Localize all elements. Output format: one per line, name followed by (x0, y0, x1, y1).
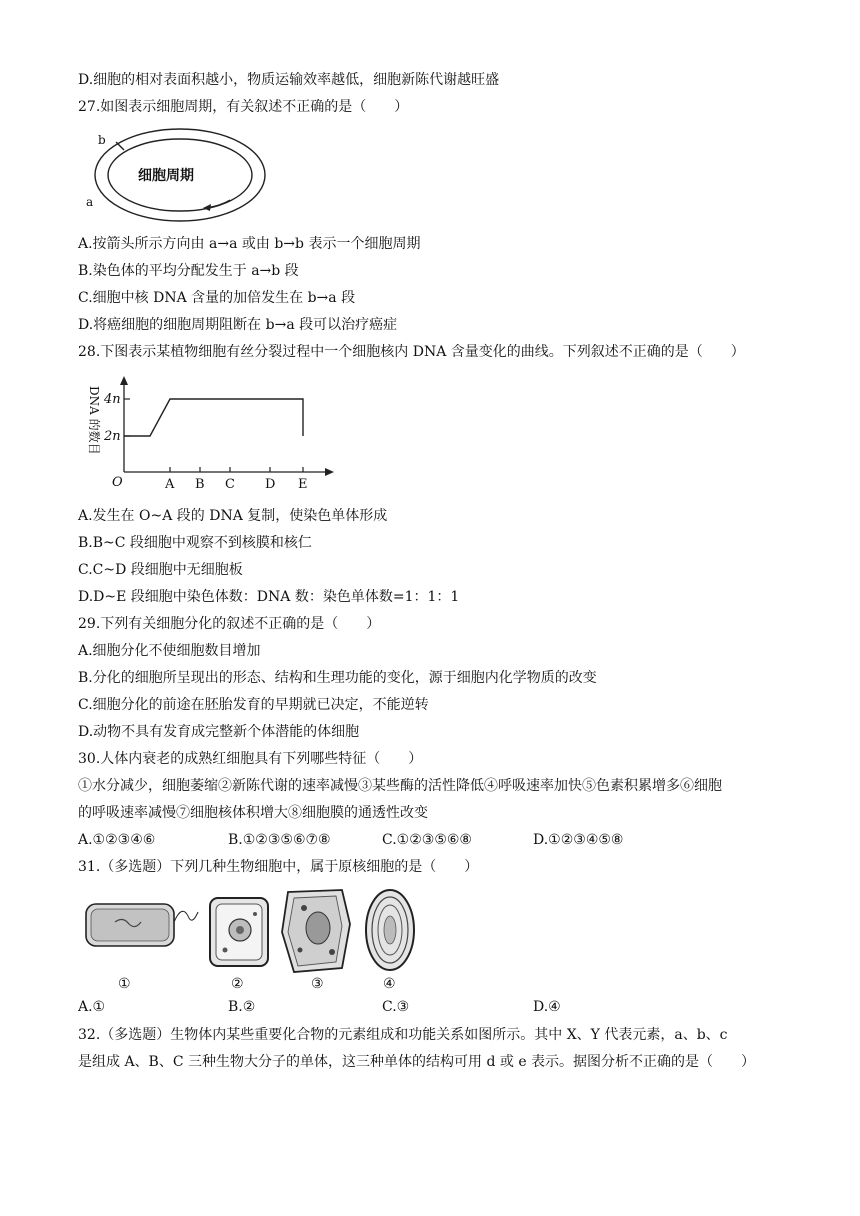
plant-cell-image-2 (210, 898, 268, 966)
cell-cycle-arrowhead (203, 204, 211, 211)
dna-content-chart (78, 372, 338, 497)
cell-types-figure (80, 884, 420, 992)
q31-option-a: A.① (78, 999, 106, 1015)
chart-y-tick-2n: 2n (104, 429, 121, 444)
q30-features-line-1: ①水分减少，细胞萎缩②新陈代谢的速率减慢③某些酶的活性降低④呼吸速率加快⑤色素积累增多⑥细胞 (78, 778, 722, 794)
q30-option-c: C.①②③⑤⑥⑧ (382, 832, 472, 848)
q32-stem-line-2: 是组成 A、B、C 三种生物大分子的单体，这三种单体的结构可用 d 或 e 表示。据图分析不正确的是（ ） (78, 1054, 756, 1070)
bacterium-cell-image (86, 904, 198, 946)
cell-label-2: ② (231, 976, 244, 992)
cell-cycle-label-a: a (86, 195, 94, 209)
q27-stem: 27.如图表示细胞周期，有关叙述不正确的是（ ） (78, 99, 409, 115)
q28-option-c: C.C~D 段细胞中无细胞板 (78, 562, 243, 578)
cell-cycle-center-label: 细胞周期 (138, 168, 194, 184)
q29-option-d: D.动物不具有发育成完整新个体潜能的体细胞 (78, 724, 360, 740)
chart-x-label-a: A (165, 477, 175, 492)
chart-x-label-e: E (298, 477, 308, 492)
q29-stem: 29.下列有关细胞分化的叙述不正确的是（ ） (78, 616, 381, 632)
cell-cycle-figure (80, 120, 270, 230)
q26-option-d: D.细胞的相对表面积越小，物质运输效率越低，细胞新陈代谢越旺盛 (78, 72, 500, 88)
q30-option-d: D.①②③④⑤⑧ (533, 832, 624, 848)
q27-option-b: B.染色体的平均分配发生于 a→b 段 (78, 263, 299, 279)
q30-stem: 30.人体内衰老的成熟红细胞具有下列哪些特征（ ） (78, 751, 423, 767)
q31-option-b: B.② (228, 999, 256, 1015)
oval-cell-image-4 (366, 890, 414, 970)
q30-features-line-2: 的呼吸速率减慢⑦细胞核体积增大⑧细胞膜的通透性改变 (78, 805, 428, 821)
q27-option-a: A.按箭头所示方向由 a→a 或由 b→b 表示一个细胞周期 (78, 236, 421, 252)
q28-option-d: D.D~E 段细胞中染色体数：DNA 数：染色单体数=1：1：1 (78, 589, 460, 605)
q27-option-d: D.将癌细胞的细胞周期阻断在 b→a 段可以治疗癌症 (78, 317, 398, 333)
chart-y-axis-label: DNA 的数目 (87, 386, 101, 455)
q30-option-b: B.①②③⑤⑥⑦⑧ (228, 832, 331, 848)
q27-option-c: C.细胞中核 DNA 含量的加倍发生在 b→a 段 (78, 290, 356, 306)
cell-label-1: ① (118, 976, 131, 992)
chart-origin-label: O (112, 475, 123, 490)
q29-option-a: A.细胞分化不使细胞数目增加 (78, 643, 261, 659)
q29-option-c: C.细胞分化的前途在胚胎发育的早期就已决定，不能逆转 (78, 697, 429, 713)
q30-option-a: A.①②③④⑥ (78, 832, 156, 848)
q31-option-c: C.③ (382, 999, 410, 1015)
q31-option-d: D.④ (533, 999, 561, 1015)
plant-cell-image-3 (282, 890, 350, 972)
q29-option-b: B.分化的细胞所呈现出的形态、结构和生理功能的变化，源于细胞内化学物质的改变 (78, 670, 597, 686)
dna-content-line (124, 399, 303, 436)
q31-stem: 31.（多选题）下列几种生物细胞中，属于原核细胞的是（ ） (78, 859, 479, 875)
chart-x-label-d: D (265, 477, 276, 492)
chart-x-label-c: C (225, 477, 235, 492)
chart-y-tick-4n: 4n (104, 392, 121, 407)
q28-option-a: A.发生在 O~A 段的 DNA 复制，使染色单体形成 (78, 508, 388, 524)
q28-option-b: B.B~C 段细胞中观察不到核膜和核仁 (78, 535, 312, 551)
chart-x-axis-arrow (325, 468, 334, 476)
q28-stem: 28.下图表示某植物细胞有丝分裂过程中一个细胞核内 DNA 含量变化的曲线。下列叙述不正确的是（ ） (78, 344, 745, 360)
q32-stem-line-1: 32.（多选题）生物体内某些重要化合物的元素组成和功能关系如图所示。其中 X、Y 代表元素，a、b、c (78, 1027, 728, 1043)
chart-y-axis-arrow (120, 376, 128, 385)
cell-label-3: ③ (311, 976, 324, 992)
cell-label-4: ④ (383, 976, 396, 992)
chart-x-label-b: B (195, 477, 205, 492)
cell-cycle-label-b: b (98, 133, 106, 147)
